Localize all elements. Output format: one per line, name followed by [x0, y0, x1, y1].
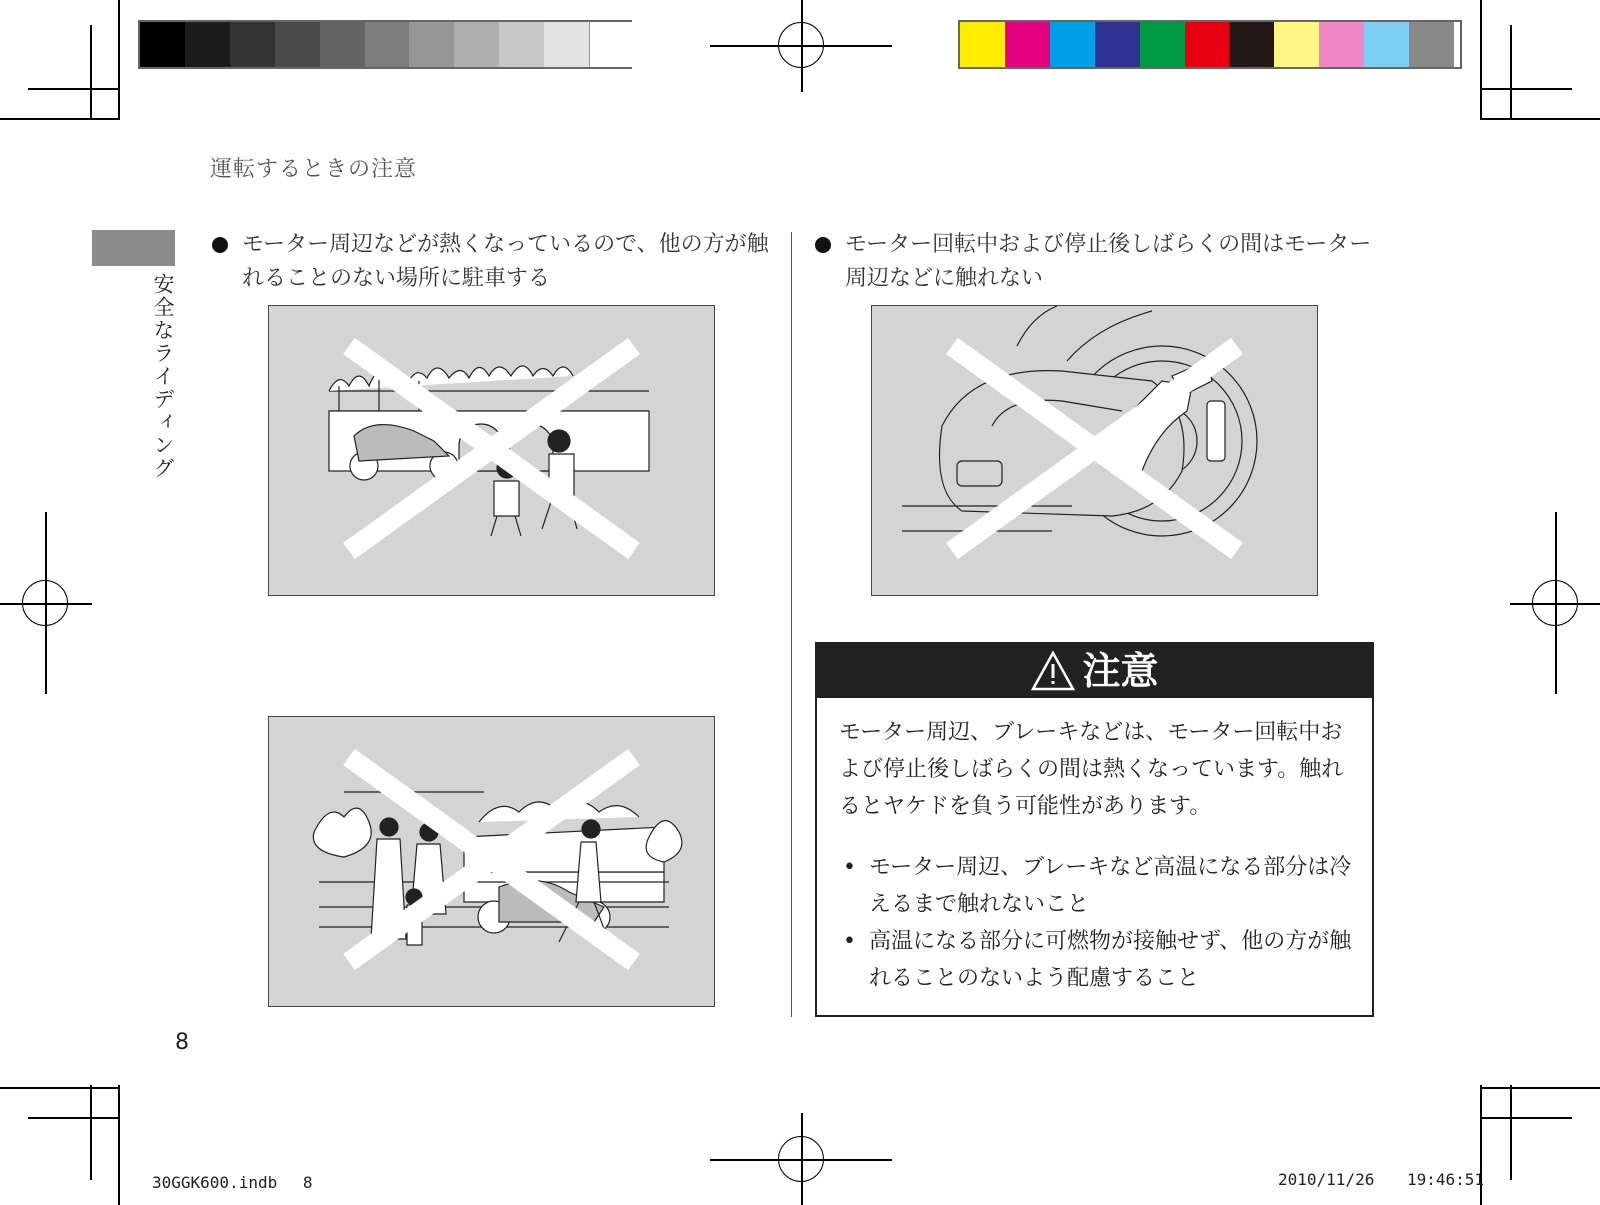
- caution-list: [839, 849, 1354, 997]
- color-swatch: [1140, 22, 1185, 67]
- caution-list-item: [839, 923, 1354, 997]
- grayscale-swatch: [185, 22, 230, 67]
- color-swatch: [1409, 22, 1454, 67]
- footer-file-name: 30GGK600.indb 8: [152, 1173, 313, 1192]
- illustration-park-children-scooter: [268, 305, 715, 596]
- color-swatch: [1364, 22, 1409, 67]
- grayscale-swatch: [589, 22, 634, 67]
- color-swatch: [960, 22, 1005, 67]
- caution-header: [817, 644, 1372, 698]
- grayscale-swatch: [544, 22, 589, 67]
- grayscale-swatch: [454, 22, 499, 67]
- grayscale-swatch: [409, 22, 454, 67]
- grayscale-swatch: [365, 22, 410, 67]
- left-bullet: [212, 228, 777, 296]
- color-swatch: [1095, 22, 1140, 67]
- left-bullet-text: モーター周辺などが熱くなっているので、他の方が触れることのない場所に駐車する: [242, 232, 769, 291]
- illustration-hand-touching-motor: [871, 305, 1318, 596]
- color-swatch: [1274, 22, 1319, 67]
- list-bullet-icon: •: [843, 929, 856, 954]
- color-swatch: [1185, 22, 1230, 67]
- caution-title: 注意: [1082, 649, 1159, 693]
- bullet-dot-icon: [212, 237, 228, 253]
- warning-triangle-icon: [1030, 650, 1076, 692]
- color-calibration-bar: [958, 20, 1462, 69]
- illustration-people-near-scooter: [268, 716, 715, 1007]
- grayscale-swatch: [320, 22, 365, 67]
- caution-item-text: 高温になる部分に可燃物が接触せず、他の方が触れることのないよう配慮すること: [869, 929, 1352, 991]
- footer-date: 2010/11/26: [1278, 1170, 1375, 1189]
- color-swatch: [1005, 22, 1050, 67]
- color-swatch: [1319, 22, 1364, 67]
- grayscale-swatch: [275, 22, 320, 67]
- footer-time: 19:46:51: [1407, 1170, 1485, 1189]
- chapter-tab-label: 安全なライディング: [151, 273, 175, 480]
- caution-box: [815, 642, 1374, 1017]
- caution-item-text: モーター周辺、ブレーキなど高温になる部分は冷えるまで触れないこと: [869, 855, 1352, 917]
- grayscale-calibration-bar: [138, 20, 632, 69]
- caution-list-item: [839, 849, 1354, 923]
- caution-body-text: モーター周辺、ブレーキなどは、モーター回転中および停止後しばらくの間は熱くなっています。触れるとヤケドを負う可能性があります。: [839, 720, 1344, 819]
- grayscale-swatch: [140, 22, 185, 67]
- column-divider: [791, 232, 792, 1017]
- bullet-dot-icon: [815, 237, 831, 253]
- grayscale-swatch: [230, 22, 275, 67]
- color-swatch: [1229, 22, 1274, 67]
- color-swatch: [1050, 22, 1095, 67]
- page-number: 8: [175, 1030, 189, 1055]
- chapter-tab-marker: [92, 230, 175, 266]
- right-bullet-text: モーター回転中および停止後しばらくの間はモーター周辺などに触れない: [845, 232, 1372, 291]
- list-bullet-icon: •: [843, 855, 856, 880]
- right-bullet: [815, 228, 1385, 296]
- grayscale-swatch: [499, 22, 544, 67]
- section-header-title: 運転するときの注意: [210, 157, 418, 182]
